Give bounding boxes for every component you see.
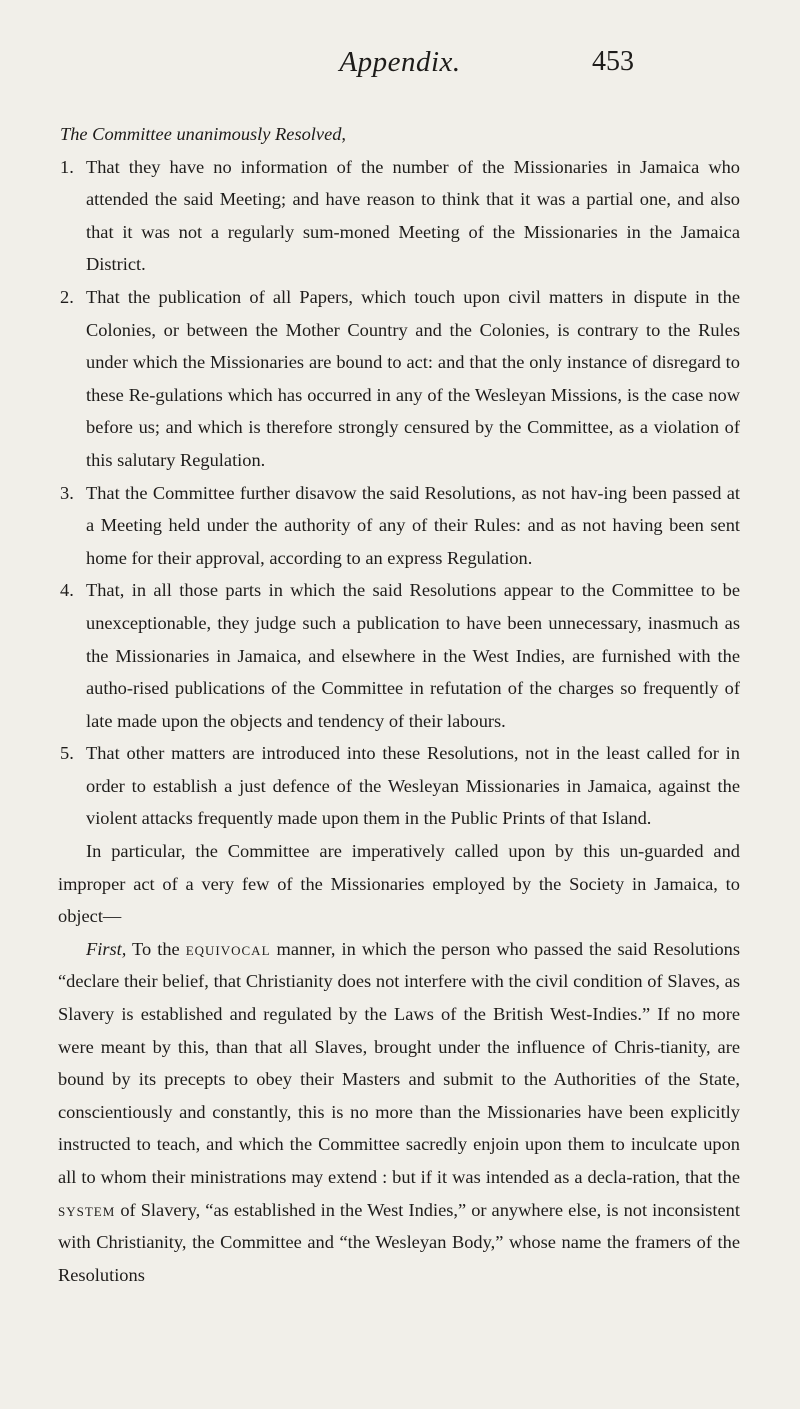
paragraph-lead: To the: [126, 938, 186, 959]
page-body: [58, 118, 740, 1291]
resolution-list: [58, 151, 740, 835]
page-number: 453: [592, 46, 634, 77]
resolution-text: That, in all those parts in which the said Resolutions appear to the Committee to be unexceptionable, they judge such a publication to have been unnecessary, inasmuch as the Missionaries in Jamaica, and elsewhere in the West Indies, are furnished with the autho-rised publications of the Committee in refutation of the charges so frequently of late made upon the objects and tendency of their labours.: [86, 580, 740, 731]
resolution-item: [58, 151, 740, 281]
resolution-number: 5.: [60, 743, 74, 764]
resolution-item: [58, 737, 740, 835]
system-word: system: [58, 1199, 116, 1220]
paragraph-middle: manner, in which the person who passed the said Resolutions “declare their belief, that Christianity does not interfere with the civil condition of Slaves, as Slavery is established and regulated by the Laws of the British West-Indies.” If no more were meant by this, than that all Slaves, brought under the influence of Chris-tianity, are bound by its precepts to obey their Masters and submit to the Authorities of the State, conscientiously and constantly, this is no more than the Missionaries have been explicitly instructed to teach, and which the Committee sacredly enjoin upon them to inculcate upon all to whom their ministrations may extend : but if it was intended as a decla-ration, that the: [58, 938, 741, 1187]
page-header: [0, 46, 800, 96]
resolution-number: 1.: [60, 156, 74, 177]
resolution-text: That the publication of all Papers, which touch upon civil matters in dispute in the Colonies, or between the Mother Country and the Colonies, is contrary to the Rules under which the Missionaries are bound to act: and that the only instance of disregard to these Re-gulations which has occurred in any of the Wesleyan Missions, is the case now before us; and which is therefore strongly censured by the Committee, as a violation of this salutary Regulation.: [86, 286, 740, 470]
resolution-number: 3.: [60, 482, 74, 503]
resolution-item: [58, 574, 740, 737]
running-head: Appendix.: [339, 46, 461, 78]
resolution-item: [58, 281, 740, 477]
paragraph-tail: of Slavery, “as established in the West Indies,” or anywhere else, is not inconsistent with Christianity, the Committee and “the Wesleyan Body,” whose name the framers of the Resolutions: [58, 1199, 740, 1285]
resolution-intro: The Committee unanimously Resolved,: [60, 124, 347, 144]
resolution-number: 4.: [60, 580, 74, 601]
resolution-text: That other matters are introduced into these Resolutions, not in the least called for in order to establish a just defence of the Wesleyan Missionaries in Jamaica, against the violent attacks frequently made upon them in the Public Prints of that Island.: [86, 743, 740, 829]
resolution-item: [58, 477, 740, 575]
resolution-text: That they have no information of the number of the Missionaries in Jamaica who attended the said Meeting; and have reason to think that it was a partial one, and also that it was not a regularly sum-moned Meeting of the Missionaries in the Jamaica District.: [86, 156, 740, 275]
resolution-number: 2.: [60, 286, 74, 307]
paragraph-first-objection: [58, 933, 740, 1292]
resolution-text: That the Committee further disavow the said Resolutions, as not hav-ing been passed at a Meeting held under the authority of any of their Rules: and as not having been sent home for their approval, according to an express Regulation.: [86, 482, 740, 568]
paragraph-in-particular: In particular, the Committee are imperatively called upon by this un-guarded and improper act of a very few of the Missionaries employed by the Society in Jamaica, to object—: [58, 841, 740, 927]
equivocal-word: equivocal: [185, 938, 271, 959]
first-label: First,: [86, 938, 127, 959]
